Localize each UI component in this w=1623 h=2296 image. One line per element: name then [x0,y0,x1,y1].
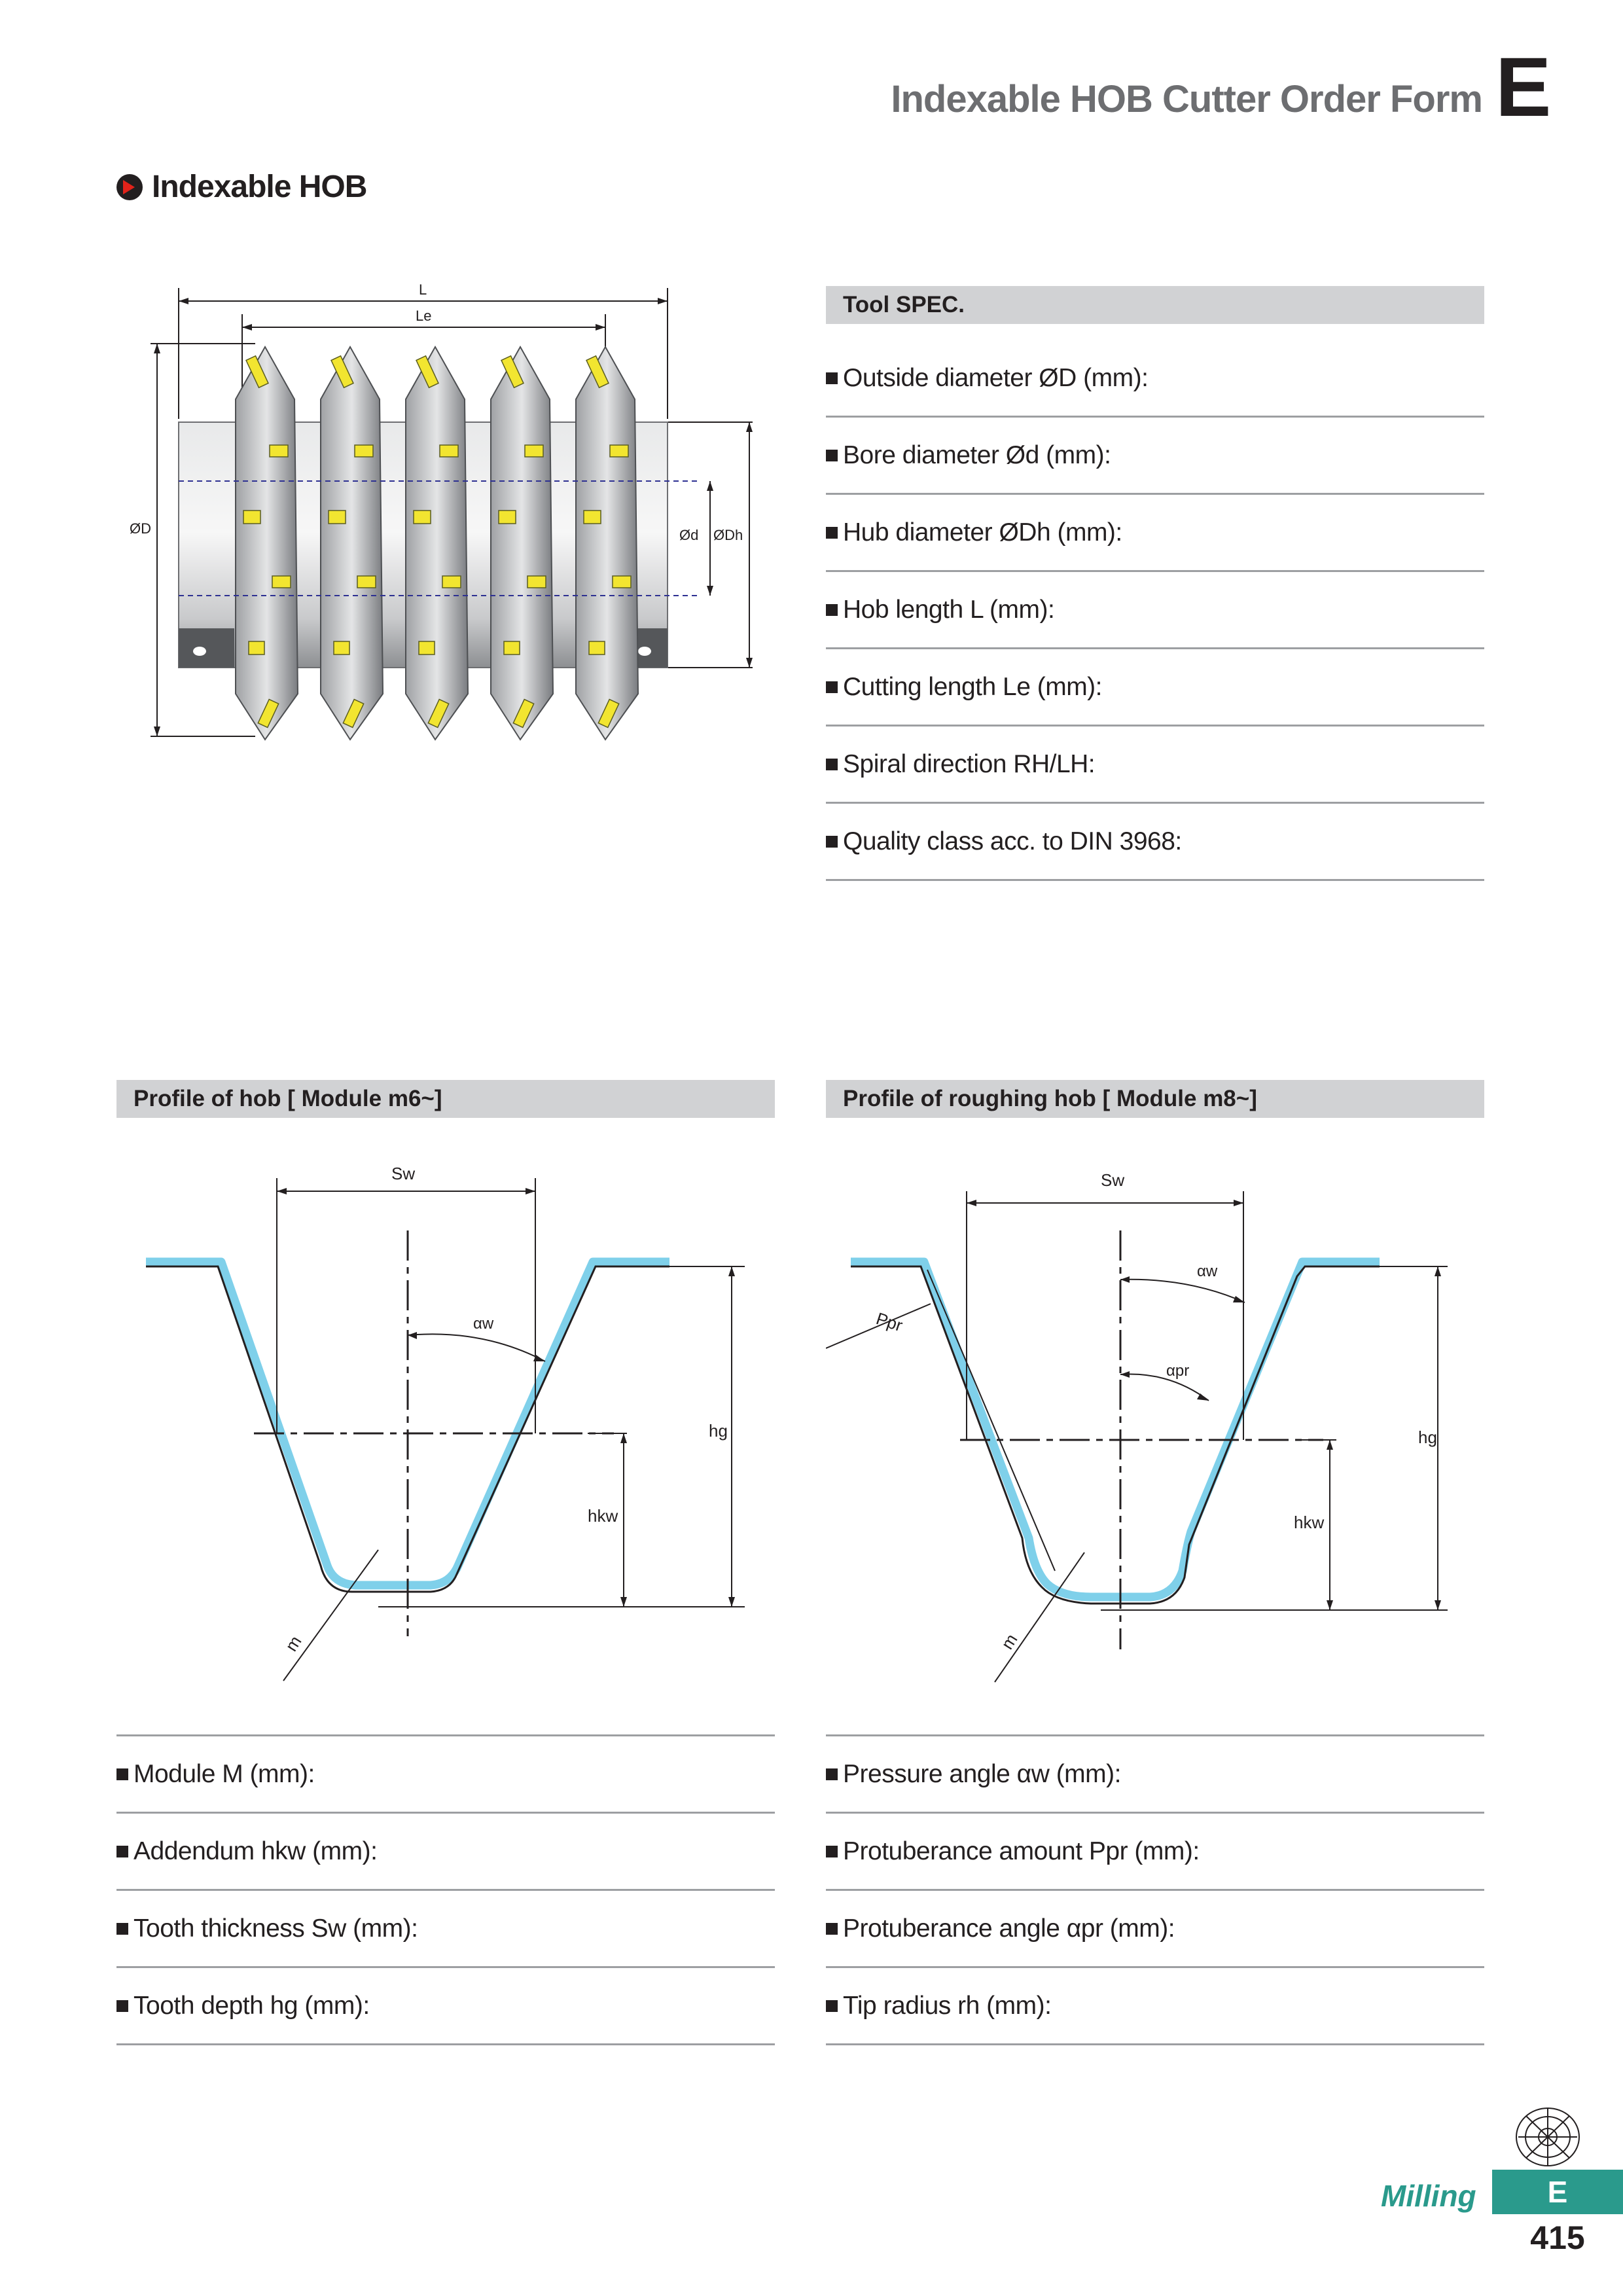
bullet-icon [826,681,838,693]
bullet-icon [826,1768,838,1780]
roughing-radius-label: m [997,1630,1022,1653]
spec-row-tooth-depth: Tooth depth hg (mm): [116,1968,775,2045]
hkw-label: hkw [588,1506,618,1526]
roughing-hg-label: hg [1418,1427,1437,1447]
spec-row-pressure-angle: Pressure angle αw (mm): [826,1736,1484,1814]
hob-profile-spec-list [116,1734,775,2045]
alpha-w-label: αw [473,1315,494,1333]
profile-roughing-header: Profile of roughing hob [ Module m8~] [826,1080,1484,1118]
spec-row-spiral-direction: Spiral direction RH/LH: [826,726,1484,804]
bullet-icon [826,1846,838,1857]
footer-section-tab: E [1492,2170,1623,2214]
spec-row-addendum: Addendum hkw (mm): [116,1814,775,1891]
hg-label: hg [709,1421,728,1441]
bullet-icon [116,2000,128,2012]
spec-row-quality-class: Quality class acc. to DIN 3968: [826,804,1484,881]
bullet-icon [826,836,838,848]
bullet-icon [116,1768,128,1780]
spec-row-outside-diameter: Outside diameter ØD (mm): [826,340,1484,418]
spec-row-module: Module M (mm): [116,1736,775,1814]
spec-row-cutting-length: Cutting length Le (mm): [826,649,1484,726]
sw-label: Sw [391,1164,416,1183]
roughing-ppr-label: Ppr [874,1308,905,1336]
bullet-icon [826,2000,838,2012]
section-letter: E [1495,41,1552,134]
radius-label: m [281,1632,306,1655]
spec-row-protuberance-angle: Protuberance angle αpr (mm): [826,1891,1484,1968]
bullet-icon [826,372,838,384]
hob-profile-diagram [116,1152,775,1695]
footer-category: Milling [1381,2179,1476,2213]
page-header-title: Indexable HOB Cutter Order Form [891,78,1482,120]
hob-illustration [124,275,753,753]
page-number: 415 [1530,2219,1585,2256]
bullet-icon [826,450,838,461]
roughing-profile-spec-list [826,1734,1484,2045]
dim-Dh-label: ØDh [713,527,743,543]
section-heading-text: Indexable HOB [152,170,367,204]
roughing-profile-diagram [826,1152,1484,1695]
bullet-icon [826,759,838,770]
arrow-bullet-icon [116,174,143,200]
bullet-icon [116,1923,128,1935]
roughing-sw-label: Sw [1101,1170,1125,1190]
roughing-hkw-label: hkw [1294,1513,1325,1532]
bullet-icon [826,604,838,616]
spec-row-tooth-thickness: Tooth thickness Sw (mm): [116,1891,775,1968]
spec-row-bore-diameter: Bore diameter Ød (mm): [826,418,1484,495]
spec-row-tip-radius: Tip radius rh (mm): [826,1968,1484,2045]
bullet-icon [826,527,838,539]
profile-hob-header: Profile of hob [ Module m6~] [116,1080,775,1118]
bullet-icon [116,1846,128,1857]
tool-spec-list [826,340,1484,881]
hob-thumbnail-icon [1512,2104,1584,2170]
dim-L-label: L [419,281,427,298]
roughing-alpha-w-label: αw [1197,1263,1218,1280]
spec-row-hob-length: Hob length L (mm): [826,572,1484,649]
dim-D-label: ØD [130,520,151,537]
tool-spec-header: Tool SPEC. [826,286,1484,324]
spec-row-hub-diameter: Hub diameter ØDh (mm): [826,495,1484,572]
bullet-icon [826,1923,838,1935]
dim-d-label: Ød [679,527,699,543]
dim-Le-label: Le [416,308,432,324]
spec-row-protuberance-amount: Protuberance amount Ppr (mm): [826,1814,1484,1891]
roughing-alpha-pr-label: αpr [1166,1362,1190,1380]
section-heading [116,169,366,205]
